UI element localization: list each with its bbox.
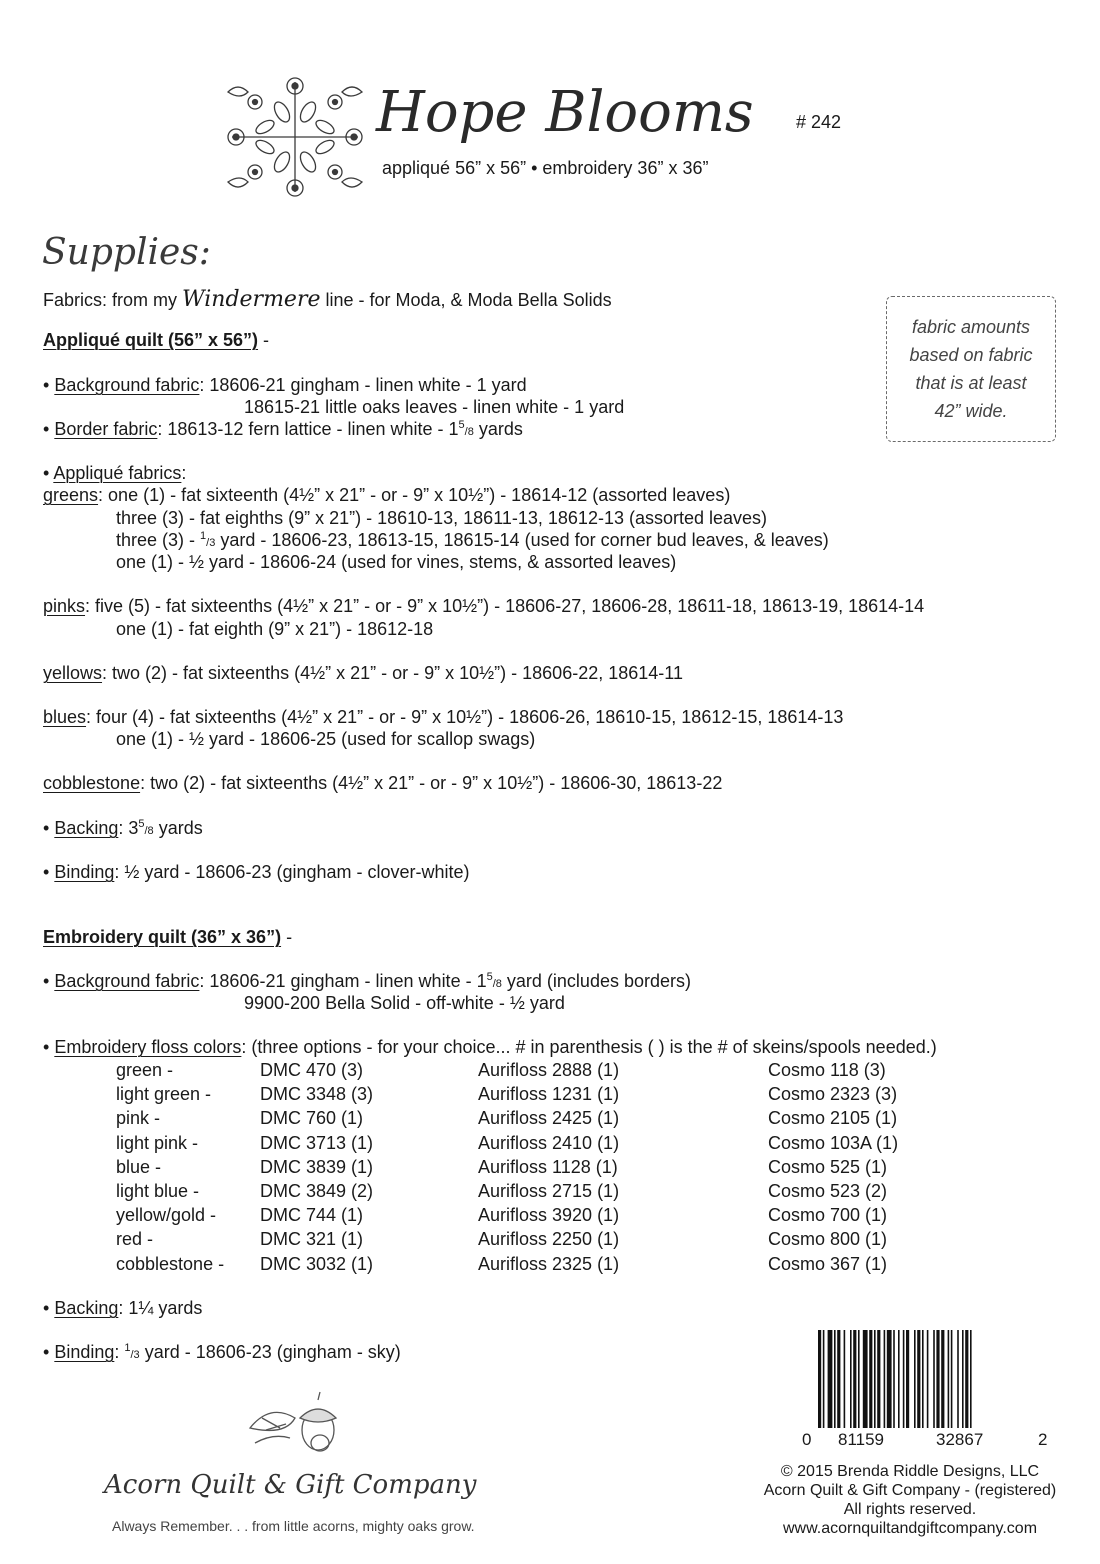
applique-background-line-2: 18615-21 little oaks leaves - linen white - 1 yard: [244, 397, 625, 417]
aurifloss-cell: Aurifloss 2715 (1): [478, 1180, 620, 1201]
applique-border-line: • Border fabric: 18613-12 fern lattice - linen white - $1^5/8$ yards: [43, 419, 523, 439]
dmc-cell: DMC 3348 (3): [260, 1084, 374, 1105]
dmc-column: [260, 1058, 373, 1276]
barcode-bar: [877, 1330, 880, 1428]
dmc-cell: DMC 3713 (1): [260, 1132, 374, 1153]
floral-motif-icon: [220, 72, 370, 202]
aurifloss-cell: Aurifloss 2325 (1): [478, 1253, 620, 1274]
applique-heading: Appliqué quilt (56” x 56”) -: [43, 330, 270, 350]
barcode-digit: 0: [802, 1430, 812, 1449]
barcode-bar: [951, 1330, 953, 1428]
cosmo-cell: Cosmo 118 (3): [768, 1060, 886, 1080]
pattern-subtitle: appliqué 56” x 56” • embroidery 36” x 36”: [382, 158, 709, 178]
cobblestone-line: cobblestone: two (2) - fat sixteenths (4½” x 21” - or - 9” x 10½”) - 18606-30, 18613-22: [43, 773, 723, 793]
floss-color: green -: [116, 1060, 174, 1080]
dmc-cell: DMC 470 (3): [260, 1060, 364, 1080]
applique-backing-line: • Backing: $3^5/8$ yards: [43, 818, 203, 838]
barcode-bar: [914, 1330, 916, 1428]
dmc-cell: DMC 3032 (1): [260, 1253, 374, 1274]
barcode-bar: [837, 1330, 840, 1428]
fabric-amount-note: fabric amounts based on fabric that is at least 42” wide.: [886, 296, 1056, 442]
barcode-bar: [858, 1330, 860, 1428]
aurifloss-column: [478, 1058, 619, 1276]
barcode-bar: [874, 1330, 876, 1428]
applique-binding-line: • Binding: ½ yard - 18606-23 (gingham - clover-white): [43, 862, 470, 882]
barcode-bar: [887, 1330, 892, 1428]
embroidery-heading: Embroidery quilt (36” x 36”) -: [43, 927, 293, 947]
cosmo-cell: Cosmo 103A (1): [768, 1132, 899, 1153]
barcode-digit: 81159: [838, 1430, 885, 1449]
aurifloss-cell: Aurifloss 2410 (1): [478, 1132, 620, 1153]
blues-line-2: one (1) - ½ yard - 18606-25 (used for scallop swags): [116, 729, 536, 749]
barcode-bar: [844, 1330, 846, 1428]
cosmo-cell: Cosmo 700 (1): [768, 1205, 888, 1226]
cosmo-cell: Cosmo 2323 (3): [768, 1084, 898, 1105]
cosmo-cell: Cosmo 523 (2): [768, 1180, 888, 1201]
dmc-cell: DMC 744 (1): [260, 1205, 364, 1226]
barcode-bar: [927, 1330, 929, 1428]
barcode-bar: [922, 1330, 924, 1428]
floss-color: light green -: [116, 1084, 212, 1105]
barcode-bar: [823, 1330, 825, 1428]
greens-line-1: greens: one (1) - fat sixteenth (4½” x 21” - or - 9” x 10½”) - 18614-12 (assorted leaves): [43, 485, 731, 505]
fabric-line-name: Windermere: [182, 287, 321, 312]
barcode-bar: [941, 1330, 944, 1428]
cosmo-column: [768, 1058, 898, 1276]
floss-color: yellow/gold -: [116, 1205, 217, 1226]
barcode-bar: [893, 1330, 895, 1428]
dmc-cell: DMC 760 (1): [260, 1108, 364, 1129]
aurifloss-cell: Aurifloss 2250 (1): [478, 1229, 620, 1250]
barcode-bar: [948, 1330, 950, 1428]
barcode-bar: [903, 1330, 905, 1428]
supplies-heading: Supplies:: [42, 232, 211, 273]
floss-color: light pink -: [116, 1132, 199, 1153]
barcode-bar: [936, 1330, 939, 1428]
barcode-bar: [828, 1330, 833, 1428]
floss-color: blue -: [116, 1156, 162, 1177]
dmc-cell: DMC 321 (1): [260, 1229, 364, 1250]
dmc-cell: DMC 3849 (2): [260, 1180, 374, 1201]
aurifloss-cell: Aurifloss 3920 (1): [478, 1205, 620, 1226]
barcode-bar: [962, 1330, 964, 1428]
blues-line-1: blues: four (4) - fat sixteenths (4½” x 21” - or - 9” x 10½”) - 18606-26, 18610-15, 18612-15, 18614-13: [43, 707, 844, 727]
company-tagline: Always Remember. . . from little acorns, mighty oaks grow.: [112, 1518, 475, 1534]
embroidery-binding-line: • Binding: $^1$/3 yard - 18606-23 (gingham - sky): [43, 1342, 401, 1362]
barcode-bar: [853, 1330, 856, 1428]
applique-background-line-1: • Background fabric: 18606-21 gingham - linen white - 1 yard: [43, 375, 527, 395]
barcode-bar: [850, 1330, 852, 1428]
pattern-title: Hope Blooms: [376, 80, 754, 145]
barcode-bar: [898, 1330, 900, 1428]
cosmo-cell: Cosmo 800 (1): [768, 1229, 888, 1250]
greens-line-3: three (3) - $^1$/3 yard - 18606-23, 18613-15, 18615-14 (used for corner bud leaves, & leaves): [116, 530, 829, 550]
cosmo-cell: Cosmo 367 (1): [768, 1253, 888, 1274]
pinks-line-2: one (1) - fat eighth (9” x 21”) - 18612-18: [116, 619, 434, 639]
aurifloss-cell: Aurifloss 1128 (1): [478, 1156, 618, 1177]
floss-color-names: [116, 1058, 224, 1276]
dmc-cell: DMC 3839 (1): [260, 1156, 374, 1177]
cosmo-cell: Cosmo 2105 (1): [768, 1108, 898, 1129]
embroidery-backing-line: • Backing: 1¼ yards: [43, 1298, 203, 1318]
website-link[interactable]: www.acornquiltandgiftcompany.com: [782, 1520, 1038, 1537]
greens-line-4: one (1) - ½ yard - 18606-24 (used for vines, stems, & assorted leaves): [116, 552, 677, 572]
copyright-line: © 2015 Brenda Riddle Designs, LLC: [780, 1463, 1040, 1480]
barcode-graphic: [818, 1330, 1028, 1428]
barcode-bar: [917, 1330, 920, 1428]
aurifloss-cell: Aurifloss 1231 (1): [478, 1084, 620, 1105]
barcode-bar: [957, 1330, 959, 1428]
rights-line: All rights reserved.: [843, 1501, 977, 1518]
barcode-bar: [906, 1330, 909, 1428]
fabrics-line: Fabrics: from my Windermere line - for Moda, & Moda Bella Solids: [43, 287, 612, 312]
barcode-bar: [863, 1330, 868, 1428]
barcode-bar: [965, 1330, 968, 1428]
copyright-block: [742, 1462, 1078, 1538]
floss-color: cobblestone -: [116, 1253, 225, 1274]
aurifloss-cell: Aurifloss 2888 (1): [478, 1060, 620, 1080]
barcode-bar: [884, 1330, 886, 1428]
barcode-digit: 2: [1038, 1430, 1048, 1449]
barcode-bar: [933, 1330, 935, 1428]
floss-color: light blue -: [116, 1180, 200, 1201]
yellows-line: yellows: two (2) - fat sixteenths (4½” x 21” - or - 9” x 10½”) - 18606-22, 18614-11: [43, 663, 683, 683]
applique-fabrics-label-line: • Appliqué fabrics:: [43, 463, 187, 483]
barcode-bar: [869, 1330, 872, 1428]
embroidery-background-line-2: 9900-200 Bella Solid - off-white - ½ yard: [244, 993, 565, 1013]
floss-colors-line: • Embroidery floss colors: (three options - for your choice... # in parenthesis ( ) is the # of skeins/spools needed.): [43, 1037, 937, 1057]
greens-line-2: three (3) - fat eighths (9” x 21”) - 18610-13, 18611-13, 18612-13 (assorted leaves): [116, 508, 768, 528]
company-registered-line: Acorn Quilt & Gift Company - (registered): [763, 1482, 1057, 1499]
floss-color: pink -: [116, 1108, 161, 1129]
acorn-icon: [240, 1388, 360, 1468]
company-name: Acorn Quilt & Gift Company: [104, 1470, 477, 1500]
aurifloss-cell: Aurifloss 2425 (1): [478, 1108, 620, 1129]
pinks-line-1: pinks: five (5) - fat sixteenths (4½” x 21” - or - 9” x 10½”) - 18606-27, 18606-28, 18611-18, 18613-19, 18614-14: [43, 596, 925, 616]
barcode-bar: [818, 1330, 821, 1428]
cosmo-cell: Cosmo 525 (1): [768, 1156, 888, 1177]
barcode-digit: 32867: [936, 1430, 984, 1449]
barcode-bar: [834, 1330, 836, 1428]
embroidery-background-line-1: • Background fabric: 18606-21 gingham - linen white - $1^5/8$ yard (includes borders): [43, 971, 691, 991]
floss-color: red -: [116, 1229, 154, 1250]
barcode-bar: [970, 1330, 972, 1428]
pattern-number: # 242: [796, 112, 842, 132]
